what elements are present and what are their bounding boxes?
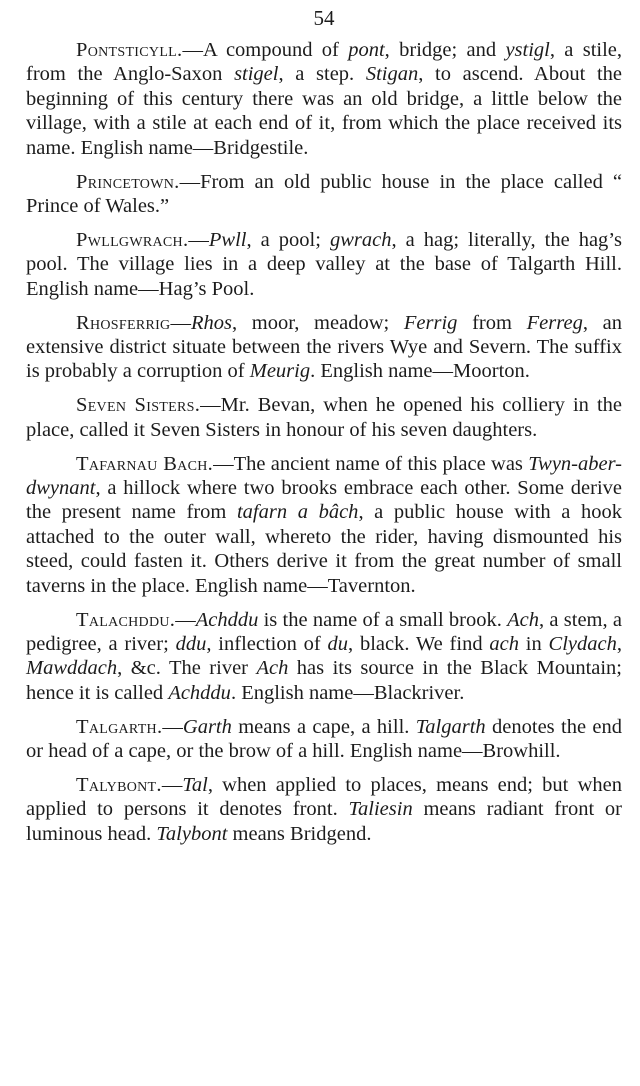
- entry-text: means radiant front or luminous head.: [26, 798, 622, 845]
- entry: [26, 608, 622, 706]
- entry-text: —: [188, 228, 209, 251]
- entry-text: . English name—Blackriver.: [230, 681, 465, 704]
- entry-text: , to ascend. About the beginning of this century there was an old bridge, a little below the village, with a stile at each end of it, from which the place received its name. English name—Bridgestile.: [26, 63, 622, 159]
- entry-text: . English name—Moorton.: [310, 360, 530, 383]
- italic-term: Twyn-aber-dwynant: [26, 452, 622, 499]
- entry-list: [26, 38, 622, 846]
- entry-text: , a stem, a pedigree, a river;: [26, 608, 622, 655]
- italic-term: Talybont: [156, 822, 228, 845]
- entry-text: , a hillock where two brooks embrace each other. Some derive the present name from: [26, 477, 622, 524]
- entry-text: in: [518, 632, 549, 655]
- entry: [26, 773, 622, 846]
- entry-text: denotes the end or head of a cape, or the brow of a hill. English name—Browhill.: [26, 715, 623, 763]
- italic-term: Ach: [256, 657, 289, 680]
- italic-term: Clydach: [548, 632, 617, 655]
- entry-text: , a public house with a hook attached to the outer wall, whereto the rider, having dismounted his steed, could fasten it. Others derive it from the great number of small taverns in the place. English name—Tavernton.: [26, 501, 622, 597]
- entry-text: means a cape, a hill.: [231, 715, 416, 738]
- entry-text: , bridge; and: [384, 39, 506, 61]
- entry-text: , a hag; literally, the hag’s pool. The village lies in a deep valley at the base of Talgarth Hill. English name—Hag’s Pool.: [26, 228, 622, 300]
- italic-term: Achddu: [195, 608, 259, 631]
- italic-term: Talgarth: [415, 715, 486, 738]
- entry-text: means Bridgend.: [227, 822, 372, 845]
- entry: [26, 452, 622, 598]
- entry-text: , an extensive district situate between the rivers Wye and Severn. The suffix is probably a corruption of: [26, 311, 622, 383]
- entry: [26, 170, 622, 219]
- italic-term: Taliesin: [348, 798, 413, 821]
- italic-term: Tal: [182, 773, 208, 796]
- entry: [26, 38, 622, 160]
- entry-text: has its source in the Black Mountain; hence it is called: [26, 657, 623, 704]
- italic-term: Ferreg: [526, 311, 583, 334]
- italic-term: ddu: [175, 632, 207, 655]
- entry-headword: Pontsticyll.: [76, 39, 183, 61]
- italic-term: gwrach: [329, 228, 392, 251]
- entry-text: , a step.: [278, 63, 366, 86]
- entry-text: , a pool;: [246, 228, 330, 251]
- entry-text: —The ancient name of this place was: [213, 452, 529, 475]
- italic-term: Ferrig: [403, 311, 458, 334]
- entry-text: , a stile, from the Anglo-Saxon: [26, 39, 623, 86]
- entry-text: —: [175, 608, 196, 631]
- entry-headword: Pwllgwrach.: [76, 228, 189, 251]
- entry-text: , moor, meadow;: [231, 311, 404, 334]
- entry: [26, 228, 622, 301]
- entry-text: from: [457, 311, 527, 334]
- entry: [26, 393, 622, 442]
- italic-term: ystigl: [505, 39, 550, 61]
- entry: [26, 311, 622, 384]
- italic-term: Meurig: [249, 360, 311, 383]
- entry: [26, 715, 622, 764]
- entry-text: —: [161, 773, 183, 796]
- italic-term: Rhos: [190, 311, 232, 334]
- italic-term: Stigan: [365, 63, 419, 86]
- entry-headword: Princetown.: [76, 170, 180, 193]
- entry-headword: Talgarth.: [76, 715, 163, 738]
- italic-term: Pwll: [208, 228, 247, 251]
- entry-text: , black. We find: [348, 632, 490, 655]
- italic-term: Achddu: [168, 681, 231, 704]
- entry-headword: Talybont.: [76, 773, 162, 796]
- entry-text: —A compound of: [182, 39, 349, 61]
- entry-text: , inflection of: [206, 632, 328, 655]
- italic-term: Garth: [182, 715, 232, 738]
- entry-text: is the name of a small brook.: [258, 608, 508, 631]
- entry-headword: Talachddu.: [76, 608, 176, 631]
- entry-text: —: [170, 311, 191, 334]
- entry-text: —From an old public house in the place called “ Prince of Wales.”: [26, 170, 622, 217]
- italic-term: tafarn a bâch: [236, 501, 359, 524]
- entry-text: , &c. The river: [117, 657, 257, 680]
- page-number: 54: [313, 6, 335, 30]
- italic-term: Ach: [507, 608, 540, 631]
- italic-term: ach: [489, 632, 519, 655]
- italic-term: stigel: [234, 63, 279, 86]
- entry-text: —: [162, 715, 183, 738]
- italic-term: pont: [348, 39, 385, 61]
- entry-headword: Tafarnau Bach.: [76, 452, 214, 475]
- entry-text: —Mr. Bevan, when he opened his colliery in the place, called it Seven Sisters in honour of his seven daughters.: [26, 394, 622, 441]
- entry-headword: Seven Sisters.: [76, 394, 201, 417]
- entry-headword: Rhosferrig: [76, 311, 171, 334]
- entry-text: , when applied to places, means end; but when applied to persons it denotes front.: [26, 773, 622, 821]
- italic-term: Mawddach: [26, 657, 118, 680]
- entry-text: ,: [616, 632, 622, 655]
- italic-term: du: [327, 632, 349, 655]
